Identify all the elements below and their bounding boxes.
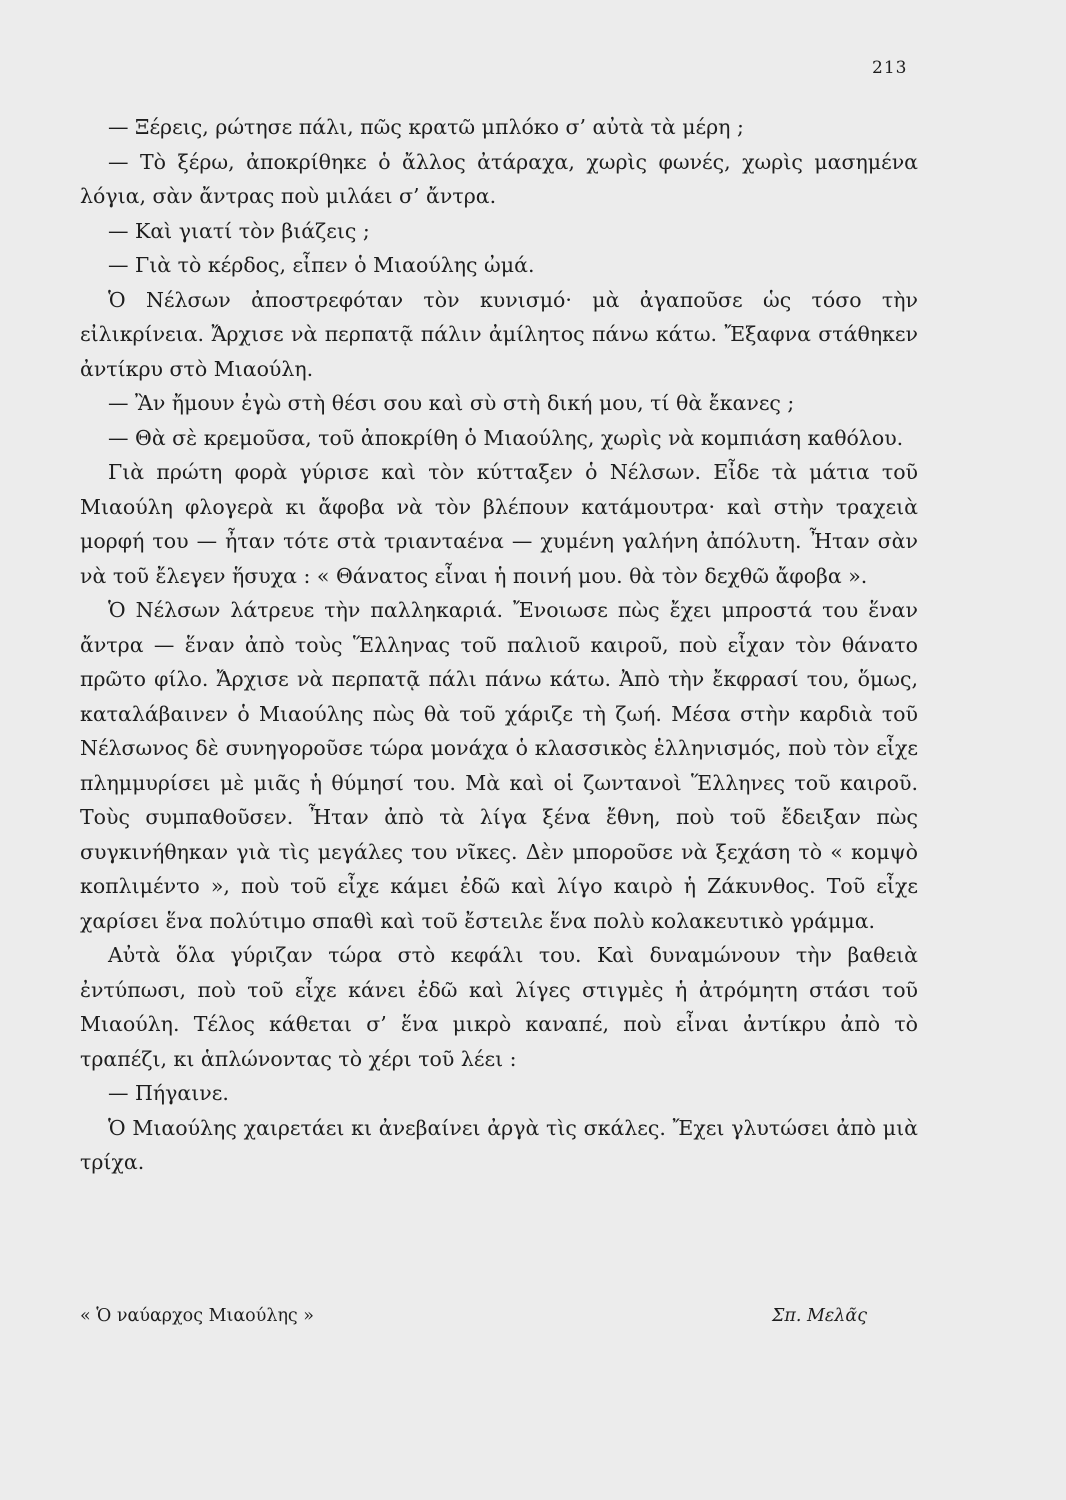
paragraph-5: Ὁ Νέλσων ἀποστρεφόταν τὸν κυνισμό· μὰ ἀγαποῦσε ὡς τόσο τὴν εἰλικρίνεια. Ἄρχισε νὰ περπατᾷ πάλιν ἀμίλητος πάνω κάτω. Ἔξαφνα στάθηκεν ἀντίκρυ στὸ Μιαούλη.: [80, 287, 918, 381]
body-text: [80, 110, 918, 1180]
paragraph-6: — Ἂν ἤμουν ἐγὼ στὴ θέσι σου καὶ σὺ στὴ δική μου, τί θὰ ἔκανες ;: [108, 391, 795, 415]
paragraph-12: Ὁ Μιαούλης χαιρετάει κι ἀνεβαίνει ἀργὰ τὶς σκάλες. Ἔχει γλυτώσει ἀπὸ μιὰ τρίχα.: [80, 1115, 918, 1174]
source-title: « Ὁ ναύαρχος Μιαούλης »: [80, 1306, 314, 1326]
paragraph-9: Ὁ Νέλσων λάτρευε τὴν παλληκαριά. Ἔνοιωσε πὼς ἔχει μπροστά του ἕναν ἄντρα — ἕναν ἀπὸ τοὺς Ἕλληνας τοῦ παλιοῦ καιροῦ, ποὺ εἶχαν τὸν θάνατο πρῶτο φίλο. Ἄρχισε νὰ περπατᾷ πάλι πάνω κάτω. Ἀπὸ τὴν ἔκφρασί του, ὅμως, καταλάβαινεν ὁ Μιαούλης πὼς θὰ τοῦ χάριζε τὴ ζωή. Μέσα στὴν καρδιὰ τοῦ Νέλσωνος δὲ συνηγοροῦσε τώρα μονάχα ὁ κλασσικὸς ἑλληνισμός, ποὺ τὸν εἶχε πλημμυρίσει μὲ μιᾶς ἡ θύμησί του. Μὰ καὶ οἱ ζωντανοὶ Ἕλληνες τοῦ καιροῦ. Τοὺς συμπαθοῦσεν. Ἦταν ἀπὸ τὰ λίγα ξένα ἔθνη, ποὺ τοῦ ἔδειξαν πὼς συγκινήθηκαν γιὰ τὶς μεγάλες του νῖκες. Δὲν μποροῦσε νὰ ξεχάση τὸ « κομψὸ κοπλιμέντο », ποὺ τοῦ εἶχε κάμει ἐδῶ καὶ λίγο καιρὸ ἡ Ζάκυνθος. Τοῦ εἶχε χαρίσει ἕνα πολύτιμο σπαθὶ καὶ τοῦ ἔστειλε ἕνα πολὺ κολακευτικὸ γράμμα.: [80, 598, 918, 933]
paragraph-11: — Πήγαινε.: [108, 1081, 229, 1105]
paragraph-8: Γιὰ πρώτη φορὰ γύρισε καὶ τὸν κύτταξεν ὁ Νέλσων. Εἶδε τὰ μάτια τοῦ Μιαούλη φλογερὰ κι ἄφοβα νὰ τὸν βλέπουν κατάμουτρα· καὶ στὴν τραχειὰ μορφή του — ἦταν τότε στὰ τριανταένα — χυμένη γαλήνη ἀπόλυτη. Ἦταν σὰν νὰ τοῦ ἔλεγεν ἥσυχα : « Θάνατος εἶναι ἡ ποινή μου. θὰ τὸν δεχθῶ ἄφοβα ».: [80, 460, 918, 588]
paragraph-3: — Καὶ γιατί τὸν βιάζεις ;: [108, 218, 370, 243]
paragraph-1: — Ξέρεις, ρώτησε πάλι, πῶς κρατῶ μπλόκο σ’ αὐτὰ τὰ μέρη ;: [108, 115, 744, 139]
paragraph-10: Αὐτὰ ὅλα γύριζαν τώρα στὸ κεφάλι του. Καὶ δυναμώνουν τὴν βαθειὰ ἐντύπωσι, ποὺ τοῦ εἶχε κάνει ἐδῶ καὶ λίγες στιγμὲς ἡ ἀτρόμητη στάσι τοῦ Μιαούλη. Τέλος κάθεται σ’ ἕνα μικρὸ καναπέ, ποὺ εἶναι ἀντίκρυ ἀπὸ τὸ τραπέζι, κι ἁπλώνοντας τὸ χέρι τοῦ λέει :: [80, 943, 918, 1071]
paragraph-7: — Θὰ σὲ κρεμοῦσα, τοῦ ἀποκρίθη ὁ Μιαούλης, χωρὶς νὰ κομπιάση καθόλου.: [108, 425, 904, 450]
author-name: Σπ. Μελᾶς: [772, 1306, 868, 1326]
page-number: 213: [872, 58, 908, 78]
paragraph-4: — Γιὰ τὸ κέρδος, εἶπεν ὁ Μιαούλης ὠμά.: [108, 253, 535, 277]
paragraph-2: — Τὸ ξέρω, ἀποκρίθηκε ὁ ἄλλος ἀτάραχα, χωρὶς φωνές, χωρὶς μασημένα λόγια, σὰν ἄντρας ποὺ μιλάει σ’ ἄντρα.: [80, 149, 918, 208]
